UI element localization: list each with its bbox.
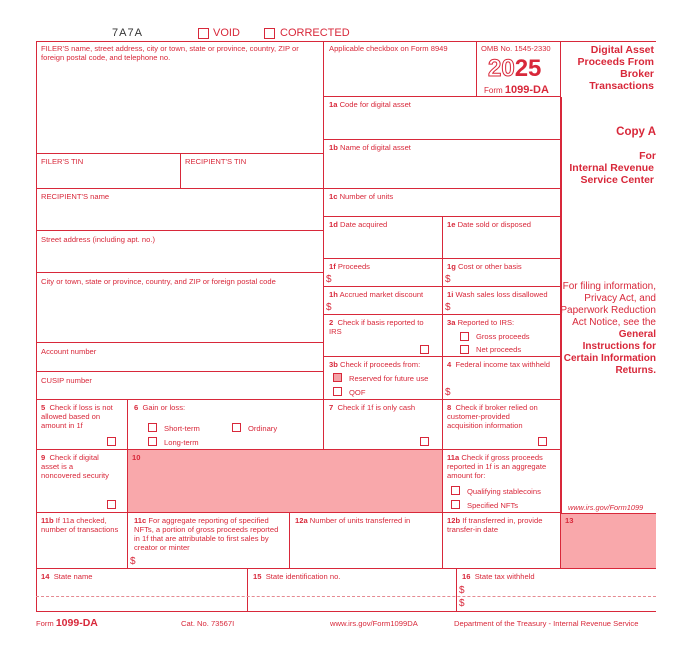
cusip-label: CUSIP number [41, 376, 92, 385]
box-11a-nft-checkbox[interactable] [451, 500, 460, 509]
box-14-text: State name [53, 572, 93, 581]
box-11c-dollar: $ [130, 556, 136, 567]
box-1f-dollar: $ [326, 274, 332, 285]
recipient-tin-label: RECIPIENT'S TIN [185, 157, 247, 166]
box-6-ordinary-checkbox[interactable] [232, 423, 241, 432]
box-1c-num: 1c [329, 192, 338, 201]
box-6-text: Gain or loss: [142, 403, 186, 412]
box-11c-label [134, 516, 286, 552]
box-9-label [41, 453, 111, 480]
box-4-text: Federal income tax withheld [455, 360, 551, 369]
account-label: Account number [41, 347, 97, 356]
box-14-num: 14 [41, 572, 50, 581]
box-3b-qof-checkbox[interactable] [333, 387, 342, 396]
box-12a-text: Number of units transferred in [309, 516, 411, 525]
box-1g-num: 1g [447, 262, 456, 271]
box-1d-text: Date acquired [340, 220, 388, 229]
box-1e-label [447, 220, 531, 229]
box-2-checkbox[interactable] [420, 345, 429, 354]
box-3a-gross-checkbox[interactable] [460, 332, 469, 341]
box-11c-num: 11c [134, 516, 147, 525]
box-11c-text: For aggregate reporting of specified NFTs, a portion of gross proceeds reported in 1f that are attributable to first sales by creator or minter [134, 516, 279, 552]
copy-for: For [639, 150, 656, 162]
omb-number: OMB No. 1545-2330 [481, 44, 551, 53]
box-1a-label [329, 100, 411, 109]
box-2-num: 2 [329, 318, 334, 327]
box-1e-num: 1e [447, 220, 456, 229]
box-7-label [329, 403, 415, 412]
box-7-num: 7 [329, 403, 334, 412]
recipient-name-label: RECIPIENT'S name [41, 192, 110, 201]
box-11b-text: If 11a checked, number of transactions [41, 516, 119, 534]
box-11a-num: 11a [447, 453, 460, 462]
box-16-dollar-2: $ [459, 598, 465, 609]
box-12b-text: If transferred in, provide transfer-in date [447, 516, 543, 534]
box-3a-net-label: Net proceeds [476, 345, 522, 354]
corrected-checkbox[interactable] [264, 28, 275, 39]
box-11a-label [447, 453, 557, 480]
box-1g-text: Cost or other basis [458, 262, 522, 271]
checkbox-8949-label: Applicable checkbox on Form 8949 [329, 44, 448, 53]
filing-info-bold: General Instructions for Certain Information Returns. [563, 329, 656, 376]
box-7-text: Check if 1f is only cash [337, 403, 416, 412]
filing-info-text: For filing information, Privacy Act, and Paperwork Reduction Act Notice, see the [560, 281, 656, 328]
box-3a-text: Reported to IRS: [457, 318, 515, 327]
box-15-text: State identification no. [265, 572, 341, 581]
box-6-long-checkbox[interactable] [148, 437, 157, 446]
box-14-label [41, 572, 93, 581]
filer-tin-label: FILER'S TIN [41, 157, 84, 166]
void-label: VOID [213, 27, 240, 39]
box-1d-num: 1d [329, 220, 338, 229]
box-4-label [447, 360, 550, 369]
box-9-text: Check if digital asset is a noncovered security [41, 453, 109, 480]
box-15-label [253, 572, 340, 581]
form-title: Digital Asset Proceeds From Broker Transactions [577, 44, 654, 92]
year-prefix: 20 [488, 55, 515, 82]
box-3b-num: 3b [329, 360, 338, 369]
box-1g-dollar: $ [445, 274, 451, 285]
box-3a-label [447, 318, 514, 327]
box-1i-text: Wash sales loss disallowed [455, 290, 548, 299]
filer-name-label: FILER'S name, street address, city or town, state or province, country, ZIP or foreign postal code, and telephone no. [41, 44, 299, 62]
box-1h-label [329, 290, 423, 299]
footer-form-id [36, 617, 98, 629]
box-1b-num: 1b [329, 143, 338, 152]
box-1i-num: 1i [447, 290, 454, 299]
box-7-checkbox[interactable] [420, 437, 429, 446]
box-10 [128, 450, 443, 513]
box-12a-num: 12a [295, 516, 308, 525]
box-5-num: 5 [41, 403, 46, 412]
box-13-label: 13 [565, 516, 574, 525]
form-code: 7A7A [112, 27, 143, 39]
box-1f-text: Proceeds [337, 262, 370, 271]
footer-form-word: Form [36, 619, 54, 628]
box-16-num: 16 [462, 572, 471, 581]
box-2-label [329, 318, 429, 336]
box-1d-label [329, 220, 387, 229]
year-suffix: 25 [514, 55, 542, 82]
box-16-text: State tax withheld [474, 572, 535, 581]
box-11a-nft-label: Specified NFTs [467, 501, 519, 510]
box-8-label [447, 403, 547, 430]
box-1c-text: Number of units [339, 192, 394, 201]
form-bottom-line [36, 611, 656, 612]
box-11a-stable-checkbox[interactable] [451, 486, 460, 495]
box-8-text: Check if broker relied on customer-provided acquisition information [447, 403, 538, 430]
box-6-short-label: Short-term [164, 424, 200, 433]
box-16-dollar-1: $ [459, 585, 465, 596]
box-3a-gross-label: Gross proceeds [476, 332, 530, 341]
box-1i-dollar: $ [445, 302, 451, 313]
right-divider [561, 97, 562, 513]
box-4-num: 4 [447, 360, 452, 369]
copy-a: Copy A [616, 126, 656, 138]
box-1g-label [447, 262, 522, 271]
city-label: City or town, state or province, country, and ZIP or foreign postal code [41, 277, 276, 286]
box-5-checkbox[interactable] [107, 437, 116, 446]
box-3b-qof-label: QOF [349, 388, 366, 397]
box-16-label [462, 572, 535, 581]
box-3a-num: 3a [447, 318, 456, 327]
box-11a-stable-label: Qualifying stablecoins [467, 487, 541, 496]
box-1a-num: 1a [329, 100, 338, 109]
copy-irs-center: Internal Revenue Service Center [569, 162, 654, 186]
box-3a-net-checkbox[interactable] [460, 345, 469, 354]
box-13 [561, 513, 656, 569]
box-11b-label [41, 516, 125, 534]
website-label: www.irs.gov/Form1099 [568, 503, 644, 512]
box-9-checkbox[interactable] [107, 500, 116, 509]
corrected-label: CORRECTED [280, 27, 350, 39]
void-checkbox[interactable] [198, 28, 209, 39]
box-12b-num: 12b [447, 516, 461, 525]
box-1f-num: 1f [329, 262, 336, 271]
footer-cat: Cat. No. 73567I [181, 619, 235, 628]
form-number: 1099-DA [504, 84, 549, 96]
state-row-divider [36, 596, 656, 597]
box-5-text: Check if loss is not allowed based on amount in 1f [41, 403, 113, 430]
box-1h-text: Accrued market discount [339, 290, 424, 299]
footer-url: www.irs.gov/Form1099DA [330, 619, 418, 628]
form-id-header [484, 84, 549, 96]
box-1b-label [329, 143, 411, 152]
box-1c-label [329, 192, 393, 201]
filing-info [560, 281, 656, 377]
box-9-num: 9 [41, 453, 46, 462]
box-10-label: 10 [132, 453, 141, 462]
box-1i-label [447, 290, 548, 299]
footer-dept: Department of the Treasury - Internal Revenue Service [454, 619, 639, 628]
box-8-num: 8 [447, 403, 452, 412]
footer-form-number: 1099-DA [55, 617, 98, 629]
tax-year [488, 56, 541, 82]
box-1a-text: Code for digital asset [339, 100, 411, 109]
box-12b-label [447, 516, 557, 534]
box-1e-text: Date sold or disposed [457, 220, 532, 229]
box-8-checkbox[interactable] [538, 437, 547, 446]
form-word: Form [484, 86, 503, 95]
box-3b-reserved-checkbox [333, 373, 342, 382]
box-5-label [41, 403, 123, 430]
box-3b-label [329, 360, 420, 369]
box-1h-dollar: $ [326, 302, 332, 313]
box-3b-text: Check if proceeds from: [340, 360, 421, 369]
box-6-short-checkbox[interactable] [148, 423, 157, 432]
box-4-dollar: $ [445, 387, 451, 398]
box-2-text: Check if basis reported to IRS [329, 318, 424, 336]
box-6-ordinary-label: Ordinary [248, 424, 278, 433]
box-12a-label [295, 516, 410, 525]
box-1f-label [329, 262, 370, 271]
box-15-num: 15 [253, 572, 262, 581]
box-1b-text: Name of digital asset [340, 143, 411, 152]
box-11a-text: Check if gross proceeds reported in 1f is an aggregate amount for: [447, 453, 547, 480]
box-6-num: 6 [134, 403, 139, 412]
box-11b-num: 11b [41, 516, 54, 525]
box-6-long-label: Long-term [164, 438, 199, 447]
street-label: Street address (including apt. no.) [41, 235, 155, 244]
box-1h-num: 1h [329, 290, 338, 299]
box-6-label [134, 403, 185, 412]
box-3b-reserved-label: Reserved for future use [349, 374, 429, 383]
